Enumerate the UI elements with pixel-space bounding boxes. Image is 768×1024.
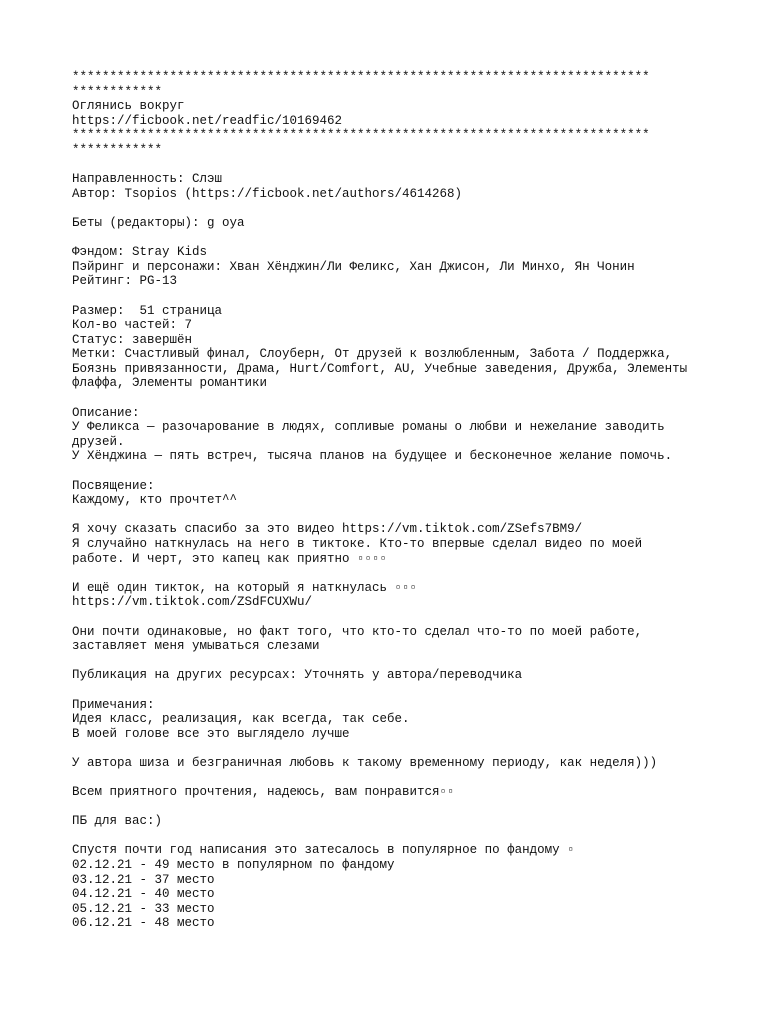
notes-line: У автора шиза и безграничная любовь к такому временному периоду, как неделя))) <box>72 755 658 770</box>
fandom-line: Фэндом: Stray Kids <box>72 245 208 260</box>
description-line: У Хёнджина — пять встреч, тысяча планов на будущее и бесконечное желание помочь. <box>72 449 673 464</box>
rank-line: 05.12.21 - 33 место <box>72 901 215 916</box>
notes-line: Идея класс, реализация, как всегда, так себе. <box>72 712 410 727</box>
dedication-line: работе. И черт, это капец как приятно ▫▫▫▫ <box>72 551 388 566</box>
spacer <box>72 508 732 523</box>
spacer <box>72 158 732 173</box>
description-heading: Описание: <box>72 405 140 420</box>
notes-line: В моей голове все это выглядело лучше <box>72 726 350 741</box>
spacer <box>72 464 732 479</box>
document-body <box>72 70 732 931</box>
spacer <box>72 566 732 581</box>
description-line: друзей. <box>72 434 125 449</box>
notes-line: Всем приятного прочтения, надеюсь, вам понравится▫▫ <box>72 785 455 800</box>
rank-line: 03.12.21 - 37 место <box>72 872 215 887</box>
notes-line: ПБ для вас:) <box>72 814 163 829</box>
work-title: Оглянись вокруг <box>72 99 185 114</box>
separator-line: ************ <box>72 84 163 99</box>
rank-line: 02.12.21 - 49 место в популярном по фандому <box>72 858 395 873</box>
notes-line: Спустя почти год написания это затесалось в популярное по фандому ▫ <box>72 843 575 858</box>
rank-line: 06.12.21 - 48 место <box>72 916 215 931</box>
spacer <box>72 391 732 406</box>
status-line: Статус: завершён <box>72 332 193 347</box>
notes-heading: Примечания: <box>72 697 155 712</box>
spacer <box>72 231 732 246</box>
spacer <box>72 829 732 844</box>
pairing-line: Пэйринг и персонажи: Хван Хёнджин/Ли Феликс, Хан Джисон, Ли Минхо, Ян Чонин <box>72 259 635 274</box>
dedication-line: заставляет меня умываться слезами <box>72 639 320 654</box>
author-line: Автор: Tsopios (https://ficbook.net/authors/4614268) <box>72 186 463 201</box>
dedication-line: https://vm.tiktok.com/ZSdFCUXWu/ <box>72 595 313 610</box>
tags-line: Боязнь привязанности, Драма, Hurt/Comfort, AU, Учебные заведения, Дружба, Элементы <box>72 361 688 376</box>
dedication-line: Каждому, кто прочтет^^ <box>72 493 238 508</box>
betas-line: Беты (редакторы): g oya <box>72 215 245 230</box>
spacer <box>72 654 732 669</box>
dedication-line: Они почти одинаковые, но факт того, что кто-то сделал что-то по моей работе, <box>72 624 643 639</box>
publication-line: Публикация на других ресурсах: Уточнять у автора/переводчика <box>72 668 523 683</box>
spacer <box>72 610 732 625</box>
dedication-heading: Посвящение: <box>72 478 155 493</box>
rating-line: Рейтинг: PG-13 <box>72 274 178 289</box>
spacer <box>72 771 732 786</box>
rank-line: 04.12.21 - 40 место <box>72 887 215 902</box>
dedication-line: И ещё один тикток, на который я наткнулась ▫▫▫ <box>72 580 418 595</box>
parts-line: Кол-во частей: 7 <box>72 318 193 333</box>
spacer <box>72 741 732 756</box>
dedication-line: Я случайно наткнулась на него в тиктоке. Кто-то впервые сделал видео по моей <box>72 537 643 551</box>
dedication-line: Я хочу сказать спасибо за это видео https://vm.tiktok.com/ZSefs7BM9/ <box>72 522 583 537</box>
spacer <box>72 683 732 698</box>
spacer <box>72 289 732 304</box>
separator-line: ***************************************************************************** <box>72 70 650 84</box>
spacer <box>72 800 732 815</box>
description-line: У Феликса — разочарование в людях, сопливые романы о любви и нежелание заводить <box>72 420 665 435</box>
tags-line: Метки: Счастливый финал, Слоуберн, От друзей к возлюбленным, Забота / Поддержка, <box>72 347 673 362</box>
separator-line: ************ <box>72 142 163 157</box>
tags-line: флаффа, Элементы романтики <box>72 376 268 391</box>
size-line: Размер: 51 страница <box>72 303 223 318</box>
spacer <box>72 201 732 216</box>
work-url: https://ficbook.net/readfic/10169462 <box>72 113 343 128</box>
separator-line: ***************************************************************************** <box>72 128 650 143</box>
direction-line: Направленность: Слэш <box>72 172 223 187</box>
